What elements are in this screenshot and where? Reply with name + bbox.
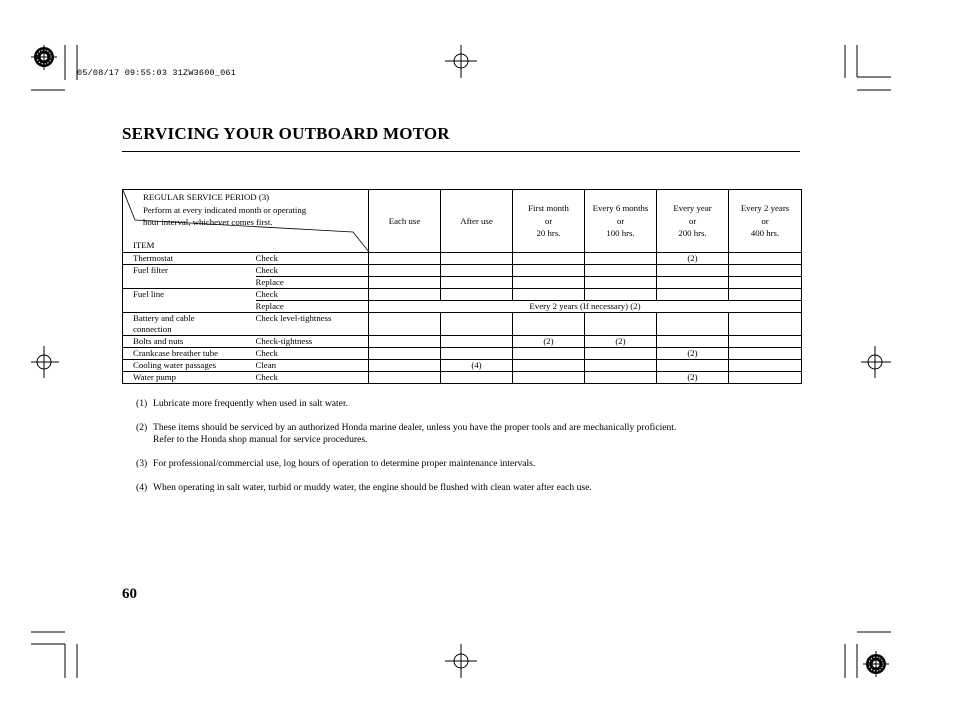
table-row	[123, 265, 802, 277]
col-every-year: Every year or 200 hrs.	[657, 190, 729, 253]
item-fuel-line: Fuel line	[123, 289, 256, 313]
item-cooling-water: Cooling water passages	[123, 360, 256, 372]
col-after-use: After use	[441, 190, 513, 253]
action-check: Check	[256, 253, 369, 265]
action-replace: Replace	[256, 277, 369, 289]
action-check: Check	[256, 348, 369, 360]
cell-every-year: (2)	[657, 372, 729, 384]
service-period-desc-2: hour interval, whichever comes first.	[143, 217, 273, 227]
item-bolts-nuts: Bolts and nuts	[123, 336, 256, 348]
table-row	[123, 289, 802, 301]
item-fuel-filter: Fuel filter	[123, 265, 256, 289]
footnote-4: (4) When operating in salt water, turbid or muddy water, the engine should be flushed with clean water after each use.	[136, 482, 592, 493]
footnote-3: (3) For professional/commercial use, log hours of operation to determine proper maintenance intervals.	[136, 458, 536, 469]
item-water-pump: Water pump	[123, 372, 256, 384]
maintenance-schedule-table	[122, 189, 802, 384]
table-header-row	[123, 190, 802, 253]
footnote-1: (1) Lubricate more frequently when used in salt water.	[136, 398, 349, 409]
col-each-use: Each use	[369, 190, 441, 253]
action-check: Check	[256, 265, 369, 277]
service-period-desc-1: Perform at every indicated month or operating	[143, 204, 307, 215]
page-number: 60	[122, 586, 137, 602]
cell-replace-interval: Every 2 years (If necessary) (2)	[369, 301, 802, 313]
action-check-tightness: Check-tightness	[256, 336, 369, 348]
item-crankcase-breather: Crankcase breather tube	[123, 348, 256, 360]
cell-every-year: (2)	[657, 253, 729, 265]
col-every-2-years: Every 2 years or 400 hrs.	[729, 190, 802, 253]
cell-every-year: (2)	[657, 348, 729, 360]
table-row	[123, 313, 802, 336]
col-every-6-months: Every 6 months or 100 hrs.	[585, 190, 657, 253]
item-heading: ITEM	[133, 240, 155, 250]
action-check: Check	[256, 372, 369, 384]
item-thermostat: Thermostat	[123, 253, 256, 265]
cell-first-month: (2)	[513, 336, 585, 348]
table-row	[123, 336, 802, 348]
action-clean: Clean	[256, 360, 369, 372]
print-timestamp: 05/08/17 09:55:03 31ZW3600_061	[77, 68, 237, 78]
cell-after-use: (4)	[441, 360, 513, 372]
title-rule	[122, 151, 800, 152]
item-battery-cable: Battery and cable connection	[123, 313, 256, 336]
footnotes	[136, 398, 816, 494]
footnote-2: (2) These items should be serviced by an authorized Honda marine dealer, unless you have the proper tools and are mechanically proficient. Refer to the Honda shop manual for service procedures.	[136, 422, 677, 445]
table-row	[123, 372, 802, 384]
table-row	[123, 348, 802, 360]
table-row	[123, 360, 802, 372]
action-replace: Replace	[256, 301, 369, 313]
action-check-level-tightness: Check level-tightness	[256, 313, 369, 336]
page-title: SERVICING YOUR OUTBOARD MOTOR	[122, 124, 450, 143]
header-corner-cell	[123, 190, 369, 253]
cell-every-6-months: (2)	[585, 336, 657, 348]
action-check: Check	[256, 289, 369, 301]
table-row	[123, 253, 802, 265]
service-period-heading: REGULAR SERVICE PERIOD (3)	[143, 192, 270, 202]
col-first-month: First month or 20 hrs.	[513, 190, 585, 253]
